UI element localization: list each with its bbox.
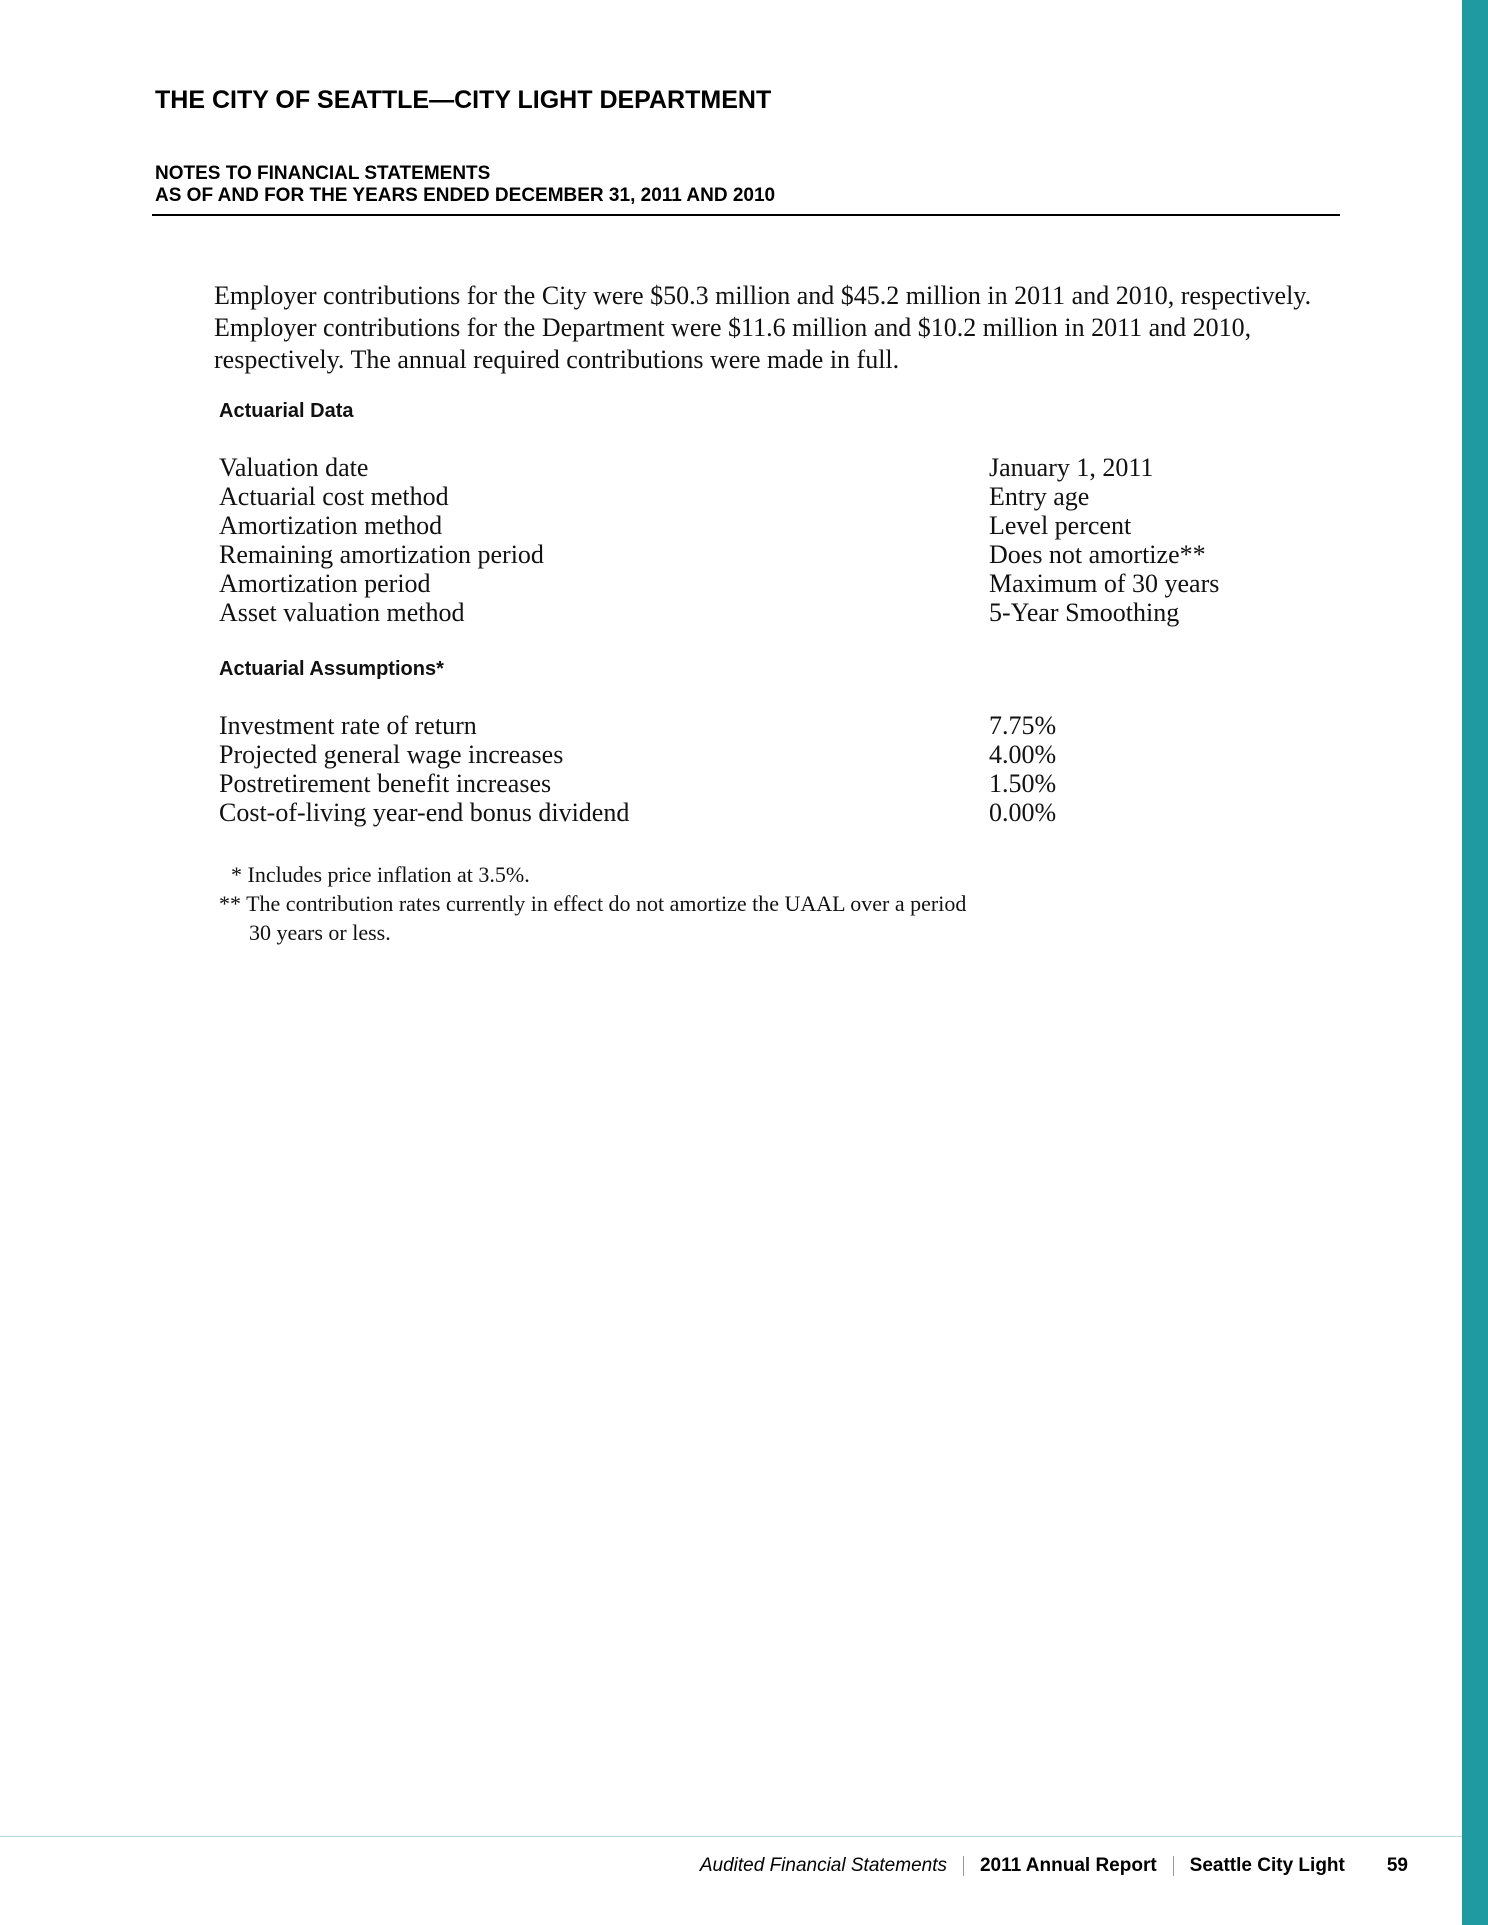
header-rule: [152, 214, 1340, 216]
row-label: Investment rate of return: [219, 711, 477, 740]
footnotes: [219, 860, 966, 947]
actuarial-data-title: Actuarial Data: [219, 400, 354, 422]
row-value: 1.50%: [989, 769, 1057, 798]
row-value: 4.00%: [989, 740, 1057, 769]
table-row: [219, 711, 1319, 740]
intro-paragraph: Employer contributions for the City were $50.3 million and $45.2 million in 2011 and 2010, respectively. Employer contributions for the Department were $11.6 million and $10.2 million in 2011 and 2010, respectively. The annual required contributions were made in full.: [214, 281, 1312, 374]
row-label: Projected general wage increases: [219, 740, 564, 769]
table-row: [219, 453, 1319, 482]
row-label: Asset valuation method: [219, 598, 465, 627]
footer-org: Seattle City Light: [1189, 1855, 1345, 1876]
table-row: [219, 569, 1319, 598]
footnote-inflation: * Includes price inflation at 3.5%.: [231, 862, 530, 887]
footer-divider: [963, 1856, 964, 1876]
table-row: [219, 598, 1319, 627]
footer-section: Audited Financial Statements: [699, 1855, 947, 1876]
footer-rule: [0, 1836, 1462, 1837]
page-number: 59: [1386, 1855, 1408, 1876]
row-label: Postretirement benefit increases: [219, 769, 552, 798]
table-row: [219, 540, 1319, 569]
subtitle-line-1: NOTES TO FINANCIAL STATEMENTS: [155, 163, 491, 184]
row-label: Valuation date: [219, 453, 369, 482]
row-value: 0.00%: [989, 798, 1057, 827]
org-title: THE CITY OF SEATTLE—CITY LIGHT DEPARTMENT: [155, 86, 772, 114]
row-label: Amortization period: [219, 569, 431, 598]
table-row: [219, 769, 1319, 798]
row-label: Amortization method: [219, 511, 443, 540]
statement-subheading: [155, 163, 775, 207]
row-value: Does not amortize**: [989, 540, 1206, 569]
footer-report: 2011 Annual Report: [979, 1855, 1157, 1876]
row-label: Actuarial cost method: [219, 482, 449, 511]
actuarial-assumptions-table: [219, 711, 1319, 827]
footnote-contribution-rates: ** The contribution rates currently in effect do not amortize the UAAL over a period: [219, 891, 967, 916]
row-value: 5-Year Smoothing: [989, 598, 1180, 627]
table-row: [219, 482, 1319, 511]
subtitle-line-2: AS OF AND FOR THE YEARS ENDED DECEMBER 31, 2011 AND 2010: [155, 185, 776, 206]
row-value: January 1, 2011: [989, 453, 1154, 482]
row-label: Cost-of-living year-end bonus dividend: [219, 798, 630, 827]
page-footer: [700, 1855, 1408, 1877]
row-value: Entry age: [989, 482, 1090, 511]
footer-divider: [1173, 1856, 1174, 1876]
table-row: [219, 740, 1319, 769]
table-row: [219, 511, 1319, 540]
actuarial-assumptions-title: Actuarial Assumptions*: [219, 658, 444, 680]
footnote-contribution-rates-continued: 30 years or less.: [249, 920, 391, 945]
actuarial-data-table: [219, 453, 1319, 627]
row-value: Maximum of 30 years: [989, 569, 1220, 598]
table-row: [219, 798, 1319, 827]
row-value: Level percent: [989, 511, 1132, 540]
row-value: 7.75%: [989, 711, 1057, 740]
row-label: Remaining amortization period: [219, 540, 544, 569]
side-color-band: [1462, 0, 1488, 1925]
